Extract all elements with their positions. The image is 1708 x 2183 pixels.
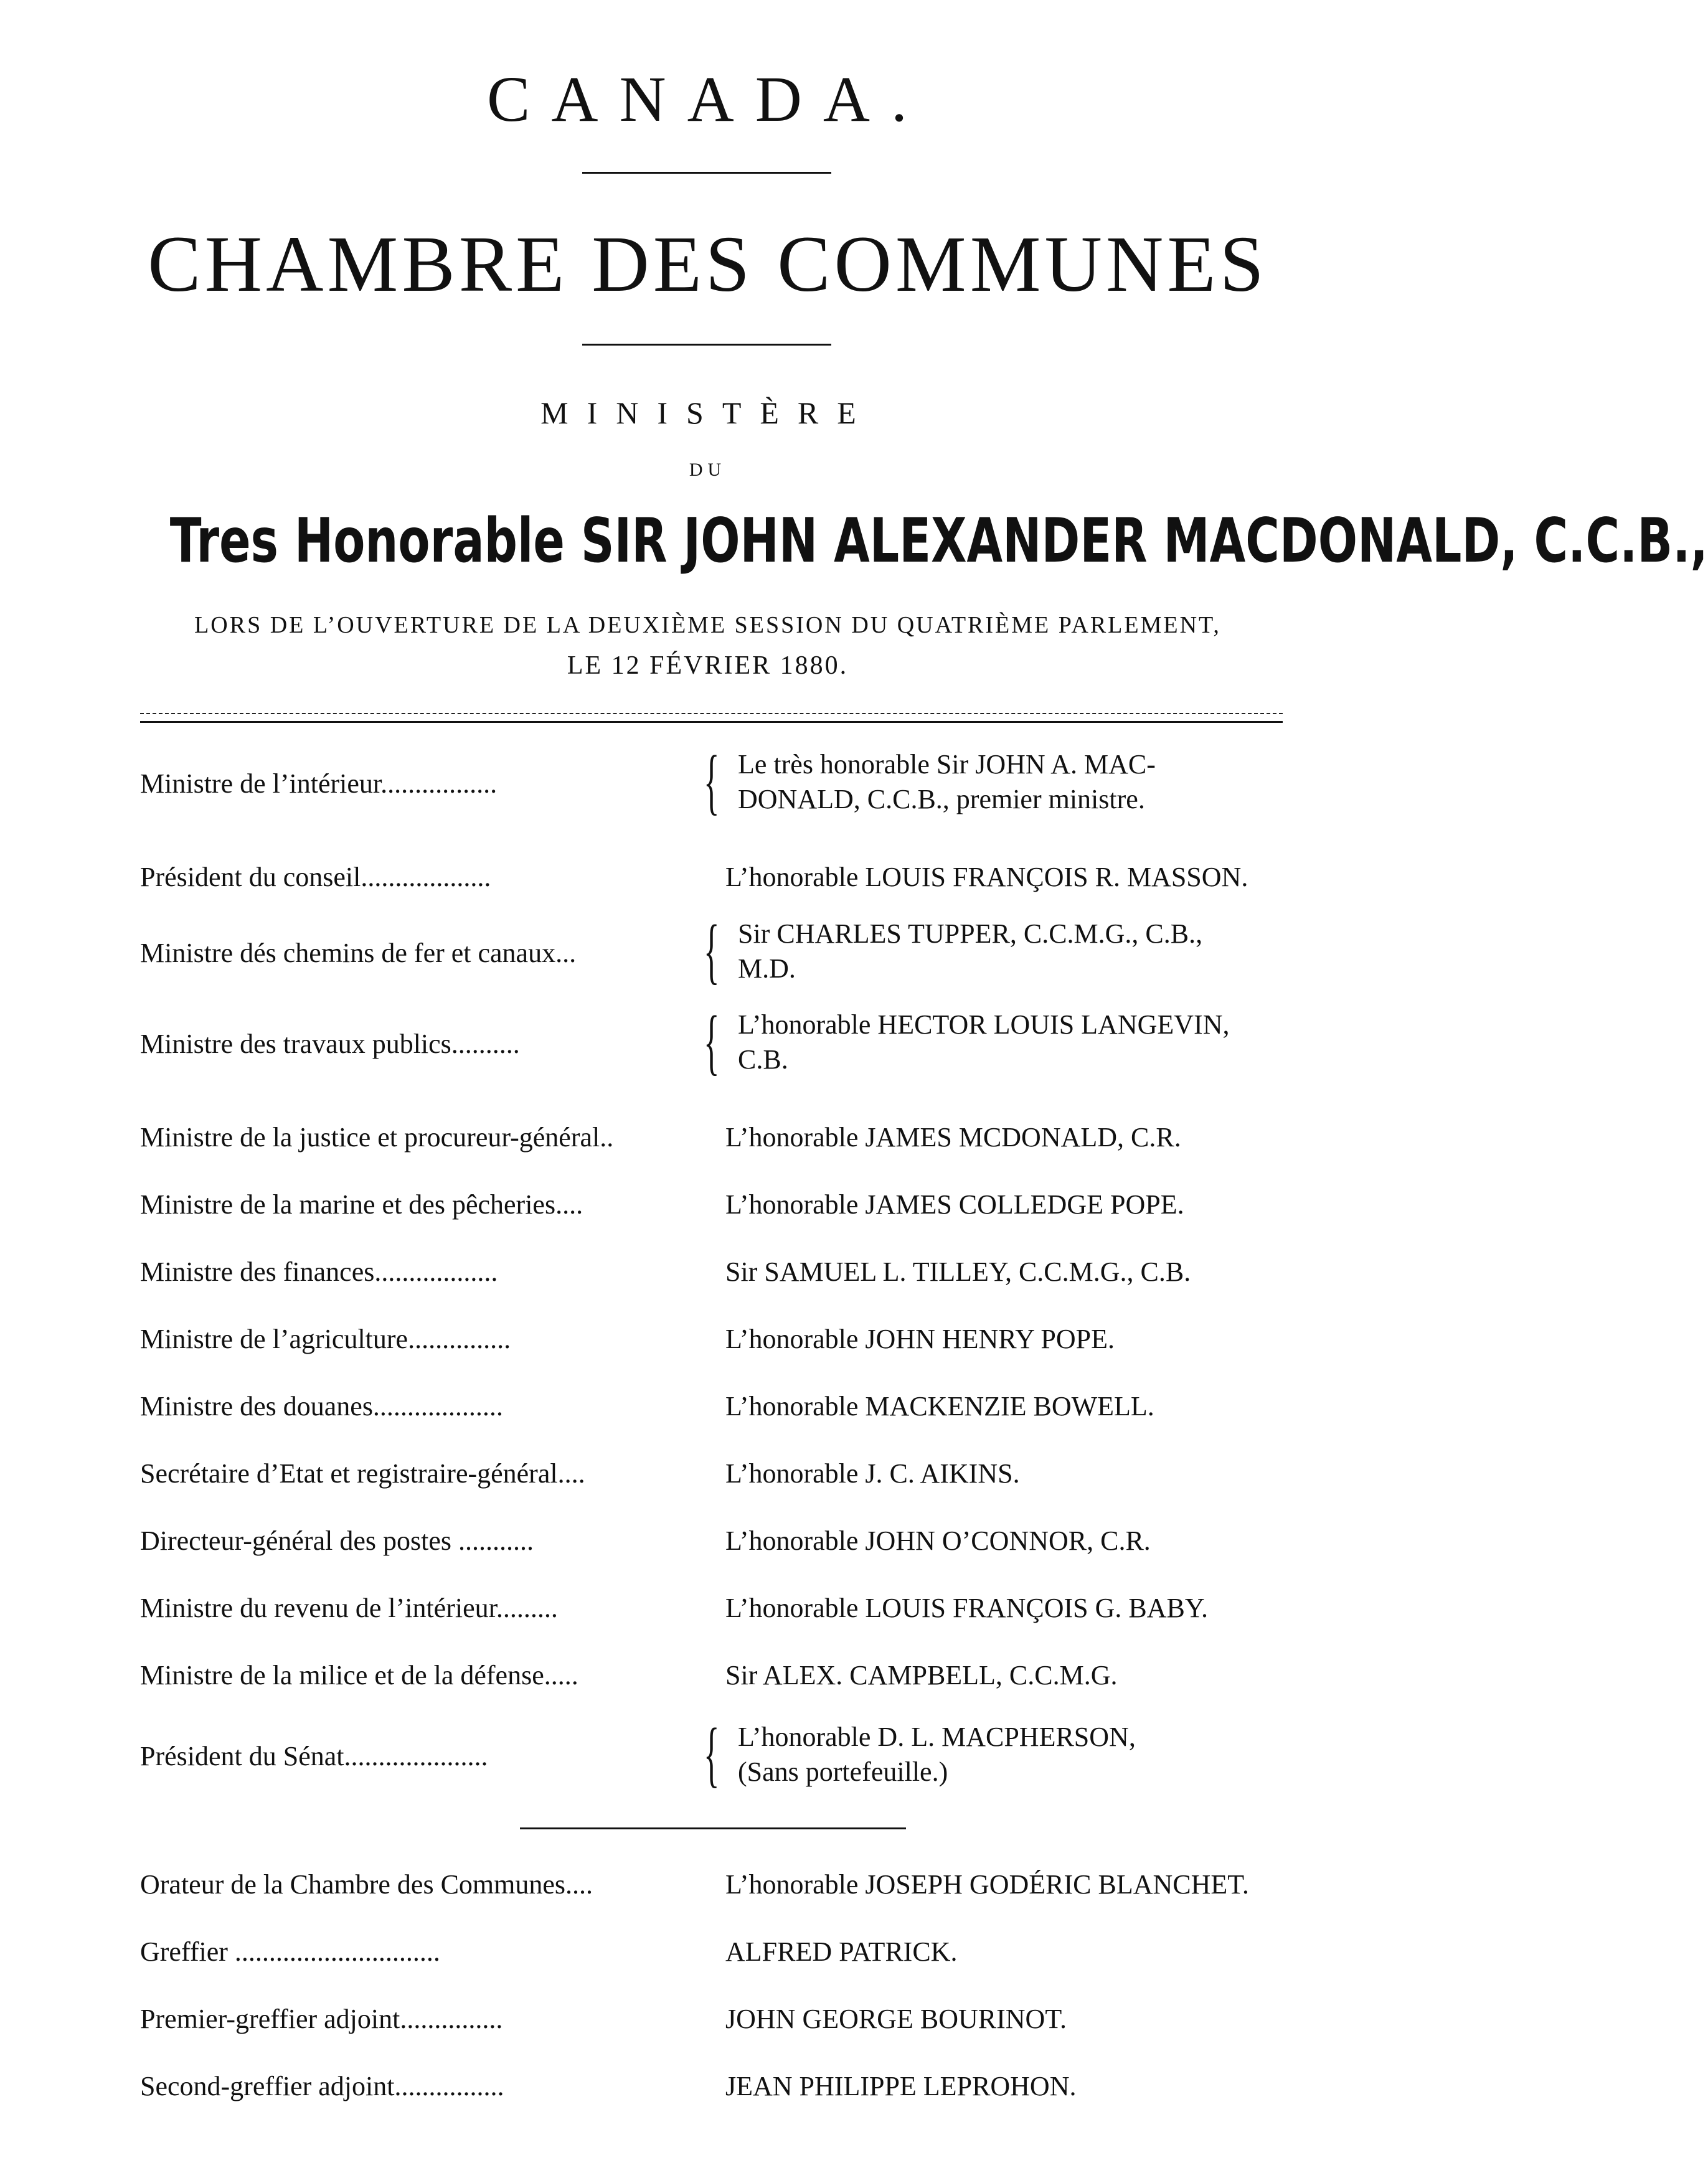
- office-title: Ministre du revenu de l’intérieur.........: [140, 1593, 558, 1623]
- divider: [520, 1827, 906, 1829]
- office-title: Président du conseil...................: [140, 862, 491, 892]
- minister-row: [140, 910, 1292, 991]
- du-label: DU: [689, 460, 727, 480]
- officer-row: [140, 1924, 1292, 1980]
- country-heading: CANADA.: [487, 64, 928, 135]
- office-holder: L’honorable JAMES COLLEDGE POPE.: [725, 1189, 1184, 1220]
- holder-line: DONALD, C.C.B., premier ministre.: [738, 784, 1145, 814]
- office-holder: Sir ALEX. CAMPBELL, C.C.M.G.: [725, 1660, 1118, 1690]
- office-title: Second-greffier adjoint................: [140, 2071, 504, 2101]
- office-title: Ministre de la milice et de la défense.....: [140, 1660, 578, 1690]
- brace: {: [704, 1713, 720, 1794]
- holder-line: Sir CHARLES TUPPER, C.C.M.G., C.B.,: [738, 918, 1203, 949]
- office-holder: L’honorable J. C. AIKINS.: [725, 1458, 1020, 1489]
- office-holder: L’honorable JOSEPH GODÉRIC BLANCHET.: [725, 1869, 1249, 1900]
- minister-row: [140, 1110, 1292, 1166]
- office-title: Président du Sénat.....................: [140, 1741, 488, 1771]
- dashed-divider: [140, 713, 1283, 714]
- holder-line: Le très honorable Sir JOHN A. MAC-: [738, 749, 1156, 780]
- office-title: Ministre de la marine et des pêcheries....: [140, 1189, 583, 1220]
- office-holder: L’honorable JOHN HENRY POPE.: [725, 1324, 1115, 1354]
- holder-line: L’honorable HECTOR LOUIS LANGEVIN,: [738, 1009, 1230, 1040]
- chamber-title: CHAMBRE DES COMMUNES: [148, 220, 1268, 308]
- minister-row: [140, 1513, 1292, 1569]
- office-title: Ministre de la justice et procureur-général..: [140, 1122, 614, 1153]
- office-holder: [738, 747, 1156, 817]
- holder-line: L’honorable D. L. MACPHERSON,: [738, 1722, 1136, 1752]
- minister-row: [140, 1446, 1292, 1502]
- office-title: Directeur-général des postes ...........: [140, 1525, 534, 1556]
- office-title: Ministre des finances..................: [140, 1257, 498, 1287]
- minister-row: [140, 1244, 1292, 1300]
- officer-row: [140, 1991, 1292, 2047]
- minister-row: [140, 1713, 1292, 1794]
- office-holder: [738, 917, 1202, 986]
- office-title: Orateur de la Chambre des Communes....: [140, 1869, 593, 1900]
- brace: {: [704, 910, 720, 991]
- office-holder: L’honorable JAMES MCDONALD, C.R.: [725, 1122, 1181, 1153]
- minister-row: [140, 1311, 1292, 1367]
- ministry-heading: MINISTÈRE: [540, 395, 875, 430]
- office-holder: L’honorable MACKENZIE BOWELL.: [725, 1391, 1154, 1422]
- minister-row: [140, 1648, 1292, 1704]
- minister-row: [140, 740, 1292, 822]
- officer-row: [140, 1857, 1292, 1913]
- divider: [140, 721, 1283, 723]
- office-title: Secrétaire d’Etat et registraire-général....: [140, 1458, 585, 1489]
- office-holder: [738, 1720, 1136, 1789]
- officer-row: [140, 2058, 1292, 2115]
- occasion-line: LORS DE L’OUVERTURE DE LA DEUXIÈME SESSION DU QUATRIÈME PARLEMENT,: [194, 612, 1221, 638]
- office-title: Ministre dés chemins de fer et canaux...: [140, 938, 577, 968]
- date-line: LE 12 FÉVRIER 1880.: [567, 651, 849, 680]
- minister-row: [140, 1580, 1292, 1636]
- office-title: Greffier ..............................: [140, 1936, 440, 1967]
- office-holder: L’honorable LOUIS FRANÇOIS R. MASSON.: [725, 862, 1248, 892]
- office-holder: Sir SAMUEL L. TILLEY, C.C.M.G., C.B.: [725, 1257, 1191, 1287]
- office-holder: L’honorable LOUIS FRANÇOIS G. BABY.: [725, 1593, 1208, 1623]
- holder-line: (Sans portefeuille.): [738, 1756, 948, 1787]
- minister-row: [140, 1379, 1292, 1435]
- divider: [582, 344, 831, 346]
- office-title: Premier-greffier adjoint...............: [140, 2004, 503, 2034]
- office-title: Ministre des douanes...................: [140, 1391, 503, 1422]
- office-holder: [738, 1007, 1229, 1077]
- office-holder: L’honorable JOHN O’CONNOR, C.R.: [725, 1525, 1151, 1556]
- brace: {: [704, 740, 720, 822]
- office-title: Ministre des travaux publics..........: [140, 1029, 520, 1059]
- minister-row: [140, 1177, 1292, 1233]
- office-holder: JOHN GEORGE BOURINOT.: [725, 2004, 1067, 2034]
- holder-line: C.B.: [738, 1044, 788, 1075]
- brace: {: [704, 1001, 720, 1082]
- office-holder: JEAN PHILIPPE LEPROHON.: [725, 2071, 1077, 2101]
- office-holder: ALFRED PATRICK.: [725, 1936, 958, 1967]
- holder-line: M.D.: [738, 953, 796, 984]
- minister-row: [140, 849, 1292, 905]
- office-title: Ministre de l’agriculture...............: [140, 1324, 511, 1354]
- prime-minister-name: Tres Honorable SIR JOHN ALEXANDER MACDONALD, C.C.B.,: [169, 506, 1708, 577]
- minister-row: [140, 1001, 1292, 1082]
- office-title: Ministre de l’intérieur.................: [140, 768, 498, 799]
- divider: [582, 172, 831, 174]
